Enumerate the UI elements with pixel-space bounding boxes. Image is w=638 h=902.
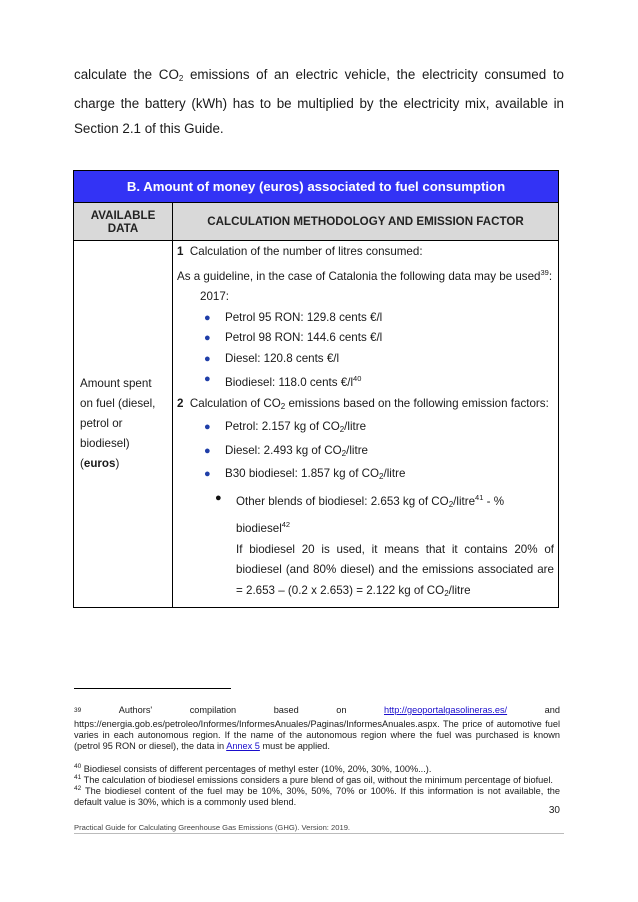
footnote-41: $^{41}$ The calculation of biodiesel emissions considers a pure blend of gas oil, without the minimum percentage of biofuel. bbox=[74, 774, 553, 785]
methodology-cell bbox=[173, 241, 559, 608]
geoportal-link[interactable]: http://geoportalgasolineras.es/ bbox=[384, 705, 508, 715]
available-data-cell: Amount spent on fuel (diesel, petrol or biodiesel) (euros) bbox=[74, 241, 173, 608]
annex-5-link[interactable]: Annex 5 bbox=[226, 741, 260, 751]
factor-item: ● Petrol: 2.157 kg of $CO_2$/litre bbox=[204, 420, 367, 434]
page-number: 30 bbox=[548, 805, 560, 816]
footnote-42: $^{42}$ The biodiesel content of the fuel may be 10%, 30%, 50%, 70% or 100%. If this information is not available, the default value is 30%, which is a commonly used blend. bbox=[74, 785, 560, 807]
table-title: B. Amount of money (euros) associated to fuel consumption bbox=[74, 171, 559, 203]
factor-item: ● Diesel: 2.493 kg of $CO_2$/litre bbox=[204, 443, 368, 458]
guideline-text: As a guideline, in the case of Catalonia the following data may be used$^{39}$: bbox=[177, 267, 553, 283]
biodiesel-example: If biodiesel 20 is used, it means that it contains 20% of biodiesel (and 80% diesel) and the emissions associated are = 2.653 – (0.2 x 2.653) = 2.122 kg of $CO_2$/litre bbox=[236, 542, 554, 598]
methodology-header: CALCULATION METHODOLOGY AND EMISSION FACTOR bbox=[173, 203, 559, 241]
intro-paragraph: calculate the $CO_2$ emissions of an electric vehicle, the electricity consumed to charge the battery (kWh) has to be multiplied by the electricity mix, available in Section 2.1 of this Guide. bbox=[74, 67, 565, 136]
price-item: ● Diesel: 120.8 cents €/l bbox=[204, 351, 340, 365]
other-blends-item: ● Other blends of biodiesel: 2.653 kg of $CO_2/litre^{41}$ - % biodiesel$^{42}$ bbox=[215, 491, 505, 535]
price-item: ● Biodiesel: 118.0 cents $€/l^{40}$ bbox=[204, 373, 362, 389]
calculation-table bbox=[73, 170, 558, 608]
year-label: 2017: bbox=[200, 290, 230, 303]
page-footer: Practical Guide for Calculating Greenhouse Gas Emissions (GHG). Version: 2019. bbox=[74, 823, 351, 832]
step-2: 2 Calculation of $CO_2$ emissions based on the following emission factors: bbox=[177, 396, 549, 411]
available-data-header: AVAILABLE DATA bbox=[74, 203, 173, 241]
footnote-40: $^{40}$ Biodiesel consists of different percentages of methyl ester (10%, 20%, 30%, 100%...). bbox=[74, 763, 432, 774]
price-item: ● Petrol 98 RON: 144.6 cents €/l bbox=[204, 331, 383, 344]
step-1: 1 Calculation of the number of litres consumed: bbox=[177, 245, 423, 258]
footnote-39: $^{39}$ Authors' compilation based on http://geoportalgasolineras.es/ and https://energia.gob.es/petroleo/Informes/InformesAnuales/Paginas/InformesAnuales.aspx. The price of automotive fuel varies in each autonomous region. If the name of the autonomous region where the fuel was purchased is known (petrol 95 RON or diesel), the data in Annex 5 must be applied. bbox=[74, 705, 560, 751]
footnote-separator bbox=[74, 688, 231, 689]
factor-item: ● B30 biodiesel: 1.857 kg of $CO_2$/litre bbox=[204, 467, 406, 481]
price-item: ● Petrol 95 RON: 129.8 cents €/l bbox=[204, 310, 383, 324]
footer-rule bbox=[74, 833, 564, 834]
